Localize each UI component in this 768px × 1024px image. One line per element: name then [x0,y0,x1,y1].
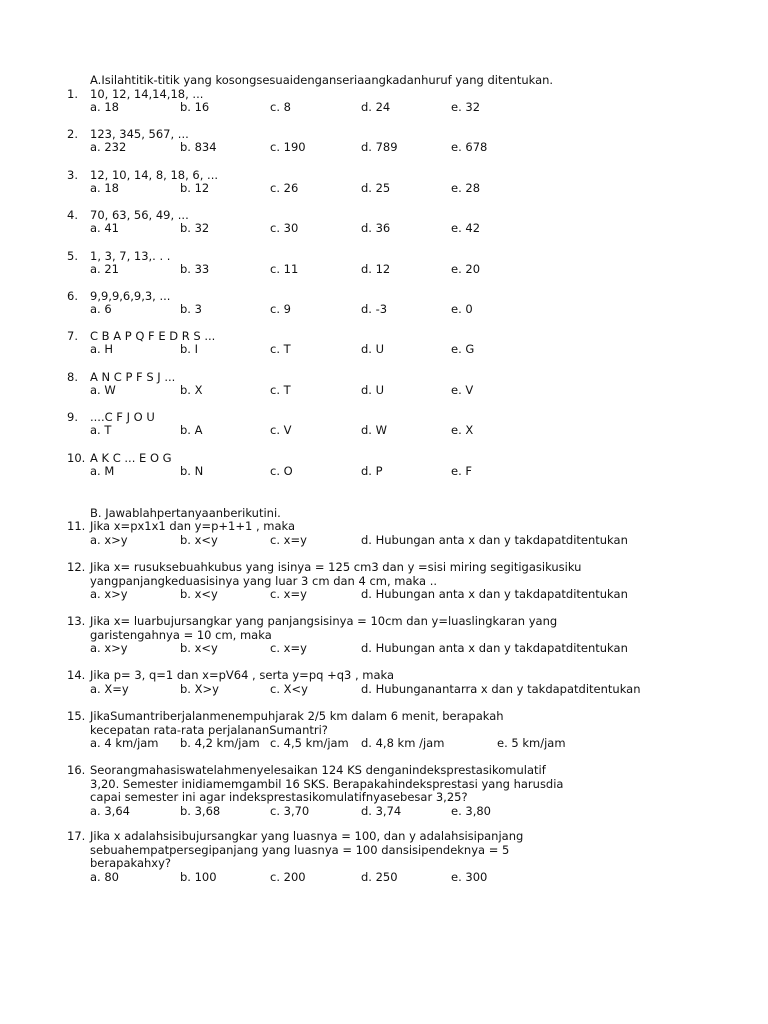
question-number: 17. [67,829,86,843]
question-number: 5. [67,249,78,263]
question-text: Jika x= rusuksebuahkubus yang isinya = 125 cm3 dan y =sisi miring segitigasikusiku [90,560,582,574]
answer-option: c. 200 [270,869,306,884]
question-number: 16. [67,763,86,777]
question-text: 1, 3, 7, 13,. . . [90,249,171,263]
answer-option: b. 4,2 km/jam [180,736,260,750]
question-number: 6. [67,289,78,303]
answer-option: d. Hubungan anta x dan y takdapatditentukan [361,587,628,601]
answer-option: a. M [90,464,115,478]
answer-option: d. Hubungan anta x dan y takdapatditentukan [361,532,628,547]
answer-option: e. 0 [451,302,473,316]
question-number: 9. [67,410,78,424]
answer-option: e. V [451,383,474,397]
answer-option: b. 16 [180,100,210,114]
answer-option: d. 3,74 [361,803,402,818]
answer-option: d. U [361,383,385,397]
question-number: 13. [67,614,86,628]
answer-option: b. 32 [180,221,210,235]
answer-option: c. V [270,423,292,437]
answer-option: a. W [90,383,116,397]
answer-option: e. 3,80 [451,803,491,818]
question-number: 11. [67,519,86,533]
answer-option: e. 678 [451,140,488,154]
question-text: kecepatan rata-rata perjalananSumantri? [90,722,328,737]
question-text: 9,9,9,6,9,3, ... [90,289,171,303]
question-number: 8. [67,370,78,384]
answer-option: a. 18 [90,181,119,195]
answer-option: d. 4,8 km /jam [361,736,445,750]
question-text: Jika x adalahsisibujursangkar yang luasnya = 100, dan y adalahsisipanjang [90,829,524,843]
question-text: ....C F J O U [90,410,155,424]
answer-option: a. x>y [90,641,128,655]
question-number: 15. [67,709,86,723]
question-text: 123, 345, 567, ... [90,127,189,141]
answer-option: d. Hubunganantarra x dan y takdapatditentukan [361,681,641,696]
answer-option: e. X [451,423,474,437]
answer-option: d. W [361,423,387,437]
question-text: JikaSumantriberjalanmenempuhjarak 2/5 km dalam 6 menit, berapakah [90,709,504,723]
question-text: 10, 12, 14,14,18, ... [90,87,204,101]
answer-option: c. x=y [270,641,307,655]
answer-option: a. 41 [90,221,119,235]
answer-option: b. x<y [180,641,218,655]
answer-option: a. 4 km/jam [90,736,159,750]
answer-option: a. 18 [90,100,119,114]
answer-option: b. I [180,342,199,356]
question-number: 12. [67,560,86,574]
answer-option: d. -3 [361,302,388,316]
answer-option: e. 28 [451,181,481,195]
question-text: berapakahxy? [90,856,172,870]
answer-option: c. 4,5 km/jam [270,736,349,750]
answer-option: b. 3,68 [180,803,221,818]
answer-option: c. 3,70 [270,803,310,818]
answer-option: e. 20 [451,262,481,276]
answer-option: b. 33 [180,262,210,276]
answer-option: a. T [90,423,112,437]
answer-option: b. x<y [180,532,218,547]
answer-option: e. 5 km/jam [497,736,566,750]
answer-option: e. 32 [451,100,481,114]
question-text: A K C ... E O G [90,451,172,465]
answer-option: d. 789 [361,140,398,154]
answer-option: d. 36 [361,221,391,235]
question-text: garistengahnya = 10 cm, maka [90,627,272,642]
question-text: 12, 10, 14, 8, 18, 6, ... [90,168,218,182]
answer-option: d. U [361,342,385,356]
answer-option: c. 190 [270,140,306,154]
answer-option: a. 21 [90,262,119,276]
question-text: sebuahempatpersegipanjang yang luasnya = 100 dansisipendeknya = 5 [90,842,510,857]
answer-option: a. H [90,342,114,356]
answer-option: e. 42 [451,221,481,235]
question-number: 3. [67,168,78,182]
answer-option: b. 100 [180,869,217,884]
answer-option: b. x<y [180,587,218,601]
answer-option: c. 30 [270,221,299,235]
question-number: 14. [67,668,86,682]
answer-option: b. X>y [180,681,219,696]
answer-option: d. 12 [361,262,391,276]
question-number: 2. [67,127,78,141]
answer-option: c. x=y [270,587,307,601]
question-text: Jika p= 3, q=1 dan x=pV64 , serta y=pq +q3 , maka [90,668,395,682]
answer-option: b. A [180,423,203,437]
answer-option: c. 9 [270,302,291,316]
answer-option: c. T [270,342,291,356]
answer-option: a. x>y [90,532,128,547]
question-number: 1. [67,87,78,101]
answer-option: d. Hubungan anta x dan y takdapatditentukan [361,641,628,655]
answer-option: c. x=y [270,532,307,547]
answer-option: b. 12 [180,181,210,195]
answer-option: e. F [451,464,473,478]
question-text: yangpanjangkeduasisinya yang luar 3 cm dan 4 cm, maka .. [90,573,438,588]
answer-option: b. N [180,464,204,478]
answer-option: a. 232 [90,140,127,154]
question-number: 10. [67,451,86,465]
question-text: A N C P F S J ... [90,370,176,384]
question-text: capai semester ini agar indeksprestasikomulatifnyasebesar 3,25? [90,790,468,804]
answer-option: c. 11 [270,262,299,276]
answer-option: a. 3,64 [90,803,130,818]
question-text: Jika x=px1x1 dan y=p+1+1 , maka [90,519,296,533]
answer-option: d. 24 [361,100,391,114]
answer-option: c. 8 [270,100,291,114]
answer-option: d. 250 [361,869,398,884]
answer-option: c. T [270,383,291,397]
question-number: 7. [67,329,78,343]
answer-option: c. X<y [270,681,308,696]
answer-option: b. 834 [180,140,217,154]
answer-option: b. 3 [180,302,202,316]
answer-option: b. X [180,383,203,397]
answer-option: a. x>y [90,587,128,601]
answer-option: d. 25 [361,181,391,195]
answer-option: a. 80 [90,869,119,884]
answer-option: c. 26 [270,181,299,195]
question-text: 70, 63, 56, 49, ... [90,208,189,222]
answer-option: c. O [270,464,293,478]
answer-option: a. X=y [90,681,129,696]
question-text: 3,20. Semester inidiamemgambil 16 SKS. Berapakahindeksprestasi yang harusdia [90,776,564,791]
answer-option: a. 6 [90,302,112,316]
answer-option: e. G [451,342,475,356]
question-text: Jika x= luarbujursangkar yang panjangsisinya = 10cm dan y=luaslingkaran yang [90,614,558,628]
question-text: Seorangmahasiswatelahmenyelesaikan 124 KS denganindeksprestasikomulatif [90,763,546,777]
question-text: C B A P Q F E D R S ... [90,329,216,343]
section-a-heading: A.Isilahtitik-titik yang kosongsesuaidenganseriaangkadanhuruf yang ditentukan. [90,73,554,87]
answer-option: d. P [361,464,383,478]
answer-option: e. 300 [451,869,488,884]
question-number: 4. [67,208,78,222]
section-b-heading: B. Jawablahpertanyaanberikutini. [90,506,281,520]
